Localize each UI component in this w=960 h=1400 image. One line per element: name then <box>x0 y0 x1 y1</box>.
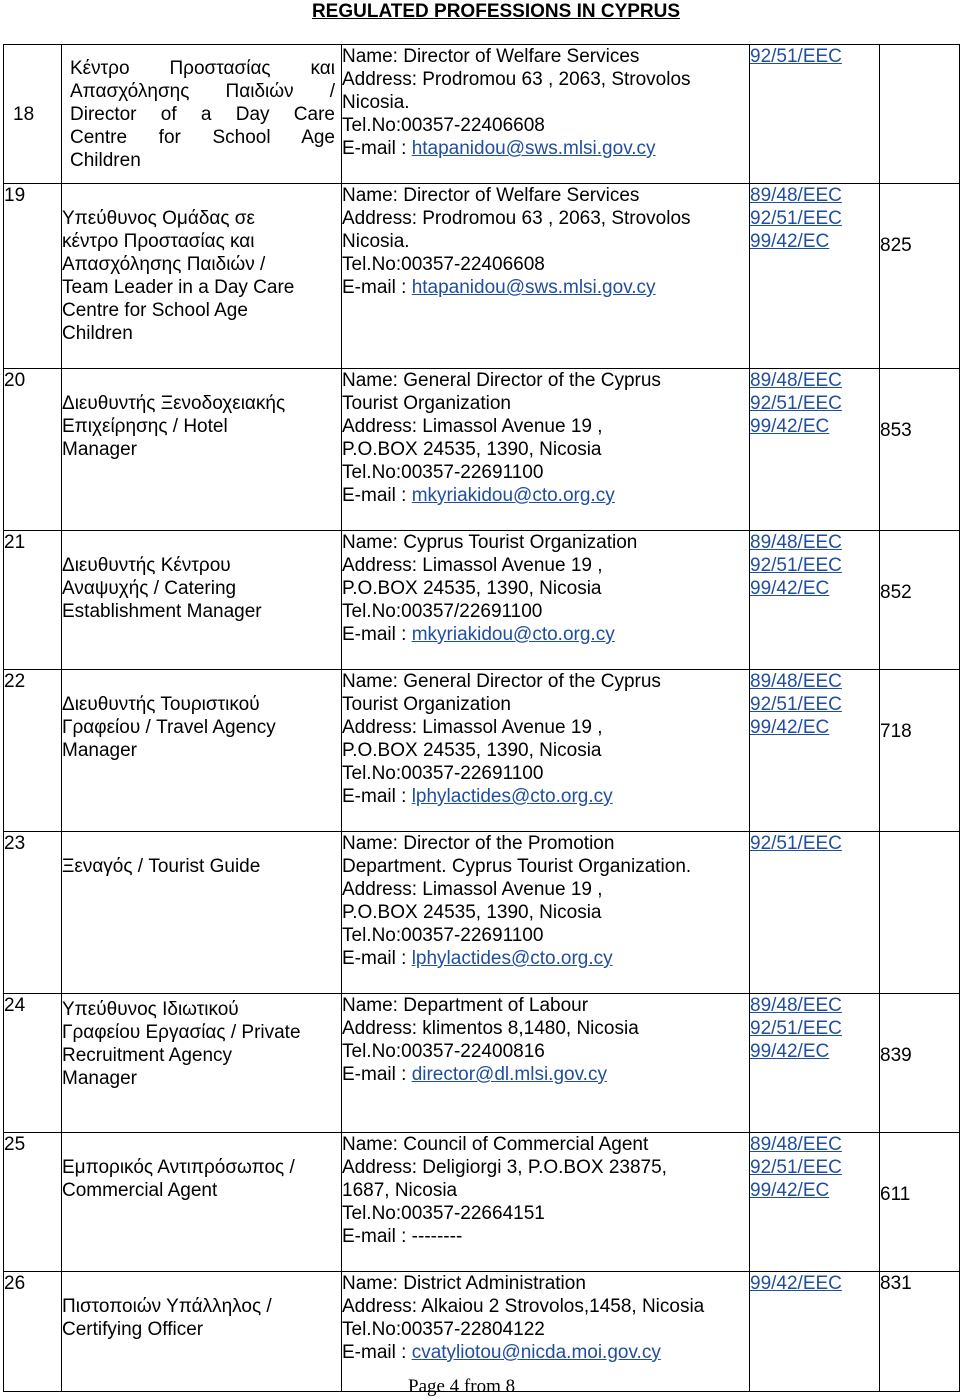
email-line <box>342 947 749 970</box>
contact-line: Nicosia. <box>342 92 410 113</box>
directive-link[interactable]: 99/42/EC <box>750 416 830 437</box>
email-label: E-mail : <box>342 1342 412 1363</box>
email-link[interactable]: htapanidou@sws.mlsi.gov.cy <box>411 138 656 159</box>
contact-line: Tel.No:00357-22691100 <box>342 462 544 483</box>
contact-line: Name: Director of Welfare Services <box>342 46 640 67</box>
directives-cell <box>750 1133 880 1272</box>
profession-line: Certifying Officer <box>62 1319 204 1340</box>
contact-line: Tel.No:00357-22400816 <box>342 1041 545 1062</box>
profession-cell <box>62 184 342 369</box>
code-cell: 611 <box>880 1133 960 1272</box>
profession-line: Manager <box>62 740 137 761</box>
page-footer: Page 4 from 8 <box>408 1376 516 1397</box>
contact-cell <box>342 45 750 184</box>
profession-line: Διευθυντής Τουριστικού <box>62 694 260 715</box>
profession-line: κέντρο Προστασίας και <box>62 231 255 252</box>
directive-link[interactable]: 89/48/EEC <box>750 671 842 692</box>
code-cell: 852 <box>880 531 960 670</box>
contact-cell <box>342 531 750 670</box>
contact-line: Address: Alkaiou 2 Strovolos,1458, Nicosia <box>342 1296 705 1317</box>
spacer <box>62 1133 341 1156</box>
directives-cell <box>750 184 880 369</box>
contact-line: P.O.BOX 24535, 1390, Nicosia <box>342 740 602 761</box>
table-row <box>4 1272 960 1392</box>
table-row <box>4 1133 960 1272</box>
row-number: 25 <box>4 1133 62 1272</box>
table-row <box>4 45 960 184</box>
contact-line: Name: General Director of the Cyprus <box>342 671 661 692</box>
directive-link[interactable]: 92/51/EEC <box>750 208 842 229</box>
row-number: 20 <box>4 369 62 531</box>
directives-cell <box>750 670 880 832</box>
contact-line: Tel.No:00357-22691100 <box>342 763 544 784</box>
profession-cell <box>62 45 342 184</box>
table-row <box>4 670 960 832</box>
contact-line: P.O.BOX 24535, 1390, Nicosia <box>342 578 602 599</box>
spacer <box>62 832 341 855</box>
directive-link[interactable]: 92/51/EEC <box>750 393 842 414</box>
profession-line: Director of a Day Care <box>70 103 335 125</box>
directive-link[interactable]: 99/42/EC <box>750 231 830 252</box>
table-row <box>4 531 960 670</box>
directive-link[interactable]: 92/51/EEC <box>750 1157 842 1178</box>
contact-line: Name: Director of Welfare Services <box>342 185 640 206</box>
email-link[interactable]: mkyriakidou@cto.org.cy <box>411 485 615 506</box>
directive-link[interactable]: 89/48/EEC <box>750 995 842 1016</box>
profession-line: Manager <box>62 1068 137 1089</box>
contact-line: P.O.BOX 24535, 1390, Nicosia <box>342 439 602 460</box>
contact-line: Tel.No:00357-22406608 <box>342 254 545 275</box>
email-link[interactable]: cvatyliotou@nicda.moi.gov.cy <box>411 1342 661 1363</box>
table-row <box>4 369 960 531</box>
professions-table <box>3 44 960 1392</box>
profession-cell <box>62 1133 342 1272</box>
directive-link[interactable]: 89/48/EEC <box>750 185 842 206</box>
profession-line: Εμπορικός Αντιπρόσωπος / <box>62 1157 295 1178</box>
row-number: 26 <box>4 1272 62 1392</box>
row-number: 24 <box>4 994 62 1133</box>
directives-cell <box>750 832 880 994</box>
contact-line: Tel.No:00357-22691100 <box>342 925 544 946</box>
contact-cell <box>342 832 750 994</box>
profession-line: Διευθυντής Ξενοδοχειακής <box>62 393 286 414</box>
page-title: REGULATED PROFESSIONS IN CYPRUS <box>311 1 681 22</box>
email-link[interactable]: htapanidou@sws.mlsi.gov.cy <box>411 277 656 298</box>
profession-line: Children <box>70 149 141 171</box>
email-line <box>342 785 749 808</box>
email-line <box>342 137 749 160</box>
profession-line: Υπεύθυνος Ομάδας σε <box>62 208 256 229</box>
directive-link[interactable]: 92/51/EEC <box>750 555 842 576</box>
email-label: E-mail : <box>342 786 412 807</box>
profession-line: Commercial Agent <box>62 1180 218 1201</box>
email-label: E-mail : <box>342 1064 412 1085</box>
contact-line: Name: Department of Labour <box>342 995 589 1016</box>
profession-line: Υπεύθυνος Ιδιωτικού <box>62 999 239 1020</box>
directive-link[interactable]: 89/48/EEC <box>750 370 842 391</box>
contact-line: Nicosia. <box>342 231 410 252</box>
directive-link[interactable]: 89/48/EEC <box>750 1134 842 1155</box>
contact-cell <box>342 1272 750 1392</box>
spacer <box>62 1272 341 1295</box>
email-label: E-mail : <box>342 624 412 645</box>
row-number: 18 <box>4 45 62 184</box>
profession-line: Establishment Manager <box>62 601 262 622</box>
code-cell <box>880 45 960 184</box>
directive-link[interactable]: 92/51/EEC <box>750 1018 842 1039</box>
profession-line: Γραφείου Εργασίας / Private <box>62 1022 301 1043</box>
directives-cell <box>750 1272 880 1392</box>
profession-line: Πιστοποιών Υπάλληλος / <box>62 1296 272 1317</box>
profession-line: Επιχείρησης / Hotel <box>62 416 228 437</box>
contact-line: Name: Council of Commercial Agent <box>342 1134 649 1155</box>
contact-line: P.O.BOX 24535, 1390, Nicosia <box>342 902 602 923</box>
contact-line: Name: District Administration <box>342 1273 586 1294</box>
profession-line: Γραφείου / Travel Agency <box>62 717 276 738</box>
table-row <box>4 832 960 994</box>
profession-line: Centre for School Age <box>62 300 248 321</box>
code-cell: 825 <box>880 184 960 369</box>
contact-line: Address: Limassol Avenue 19 , <box>342 416 603 437</box>
contact-line: Address: Prodromou 63 , 2063, Strovolos <box>342 69 691 90</box>
email-line <box>342 484 749 507</box>
contact-line: Name: Director of the Promotion <box>342 833 615 854</box>
row-number: 22 <box>4 670 62 832</box>
spacer <box>62 670 341 693</box>
code-cell: 831 <box>880 1272 960 1392</box>
code-cell: 839 <box>880 994 960 1133</box>
directives-cell <box>750 531 880 670</box>
directive-link[interactable]: 89/48/EEC <box>750 532 842 553</box>
contact-line: Department. Cyprus Tourist Organization. <box>342 856 692 877</box>
email-link[interactable]: mkyriakidou@cto.org.cy <box>411 624 615 645</box>
contact-line: Address: klimentos 8,1480, Nicosia <box>342 1018 639 1039</box>
contact-line: Tel.No:00357/22691100 <box>342 601 543 622</box>
profession-line: Manager <box>62 439 137 460</box>
directive-link[interactable]: 92/51/EEC <box>750 694 842 715</box>
contact-cell <box>342 184 750 369</box>
email-line <box>342 276 749 299</box>
email-link[interactable]: lphylactides@cto.org.cy <box>411 948 613 969</box>
contact-line: Tourist Organization <box>342 393 511 414</box>
contact-line: Name: General Director of the Cyprus <box>342 370 661 391</box>
profession-line: Αναψυχής / Catering <box>62 578 237 599</box>
row-number: 19 <box>4 184 62 369</box>
contact-line: Address: Limassol Avenue 19 , <box>342 717 603 738</box>
contact-line: Address: Deligiorgi 3, P.O.BOX 23875, <box>342 1157 667 1178</box>
email-line <box>342 1341 749 1364</box>
profession-cell <box>62 369 342 531</box>
profession-cell <box>62 832 342 994</box>
contact-line: Name: Cyprus Tourist Organization <box>342 532 638 553</box>
email-label: E-mail : <box>342 138 412 159</box>
contact-line: Address: Limassol Avenue 19 , <box>342 555 603 576</box>
profession-line: Recruitment Agency <box>62 1045 233 1066</box>
email-label: E-mail : <box>342 277 412 298</box>
contact-line: Address: Limassol Avenue 19 , <box>342 879 603 900</box>
contact-cell <box>342 1133 750 1272</box>
email-link[interactable]: director@dl.mlsi.gov.cy <box>411 1064 607 1085</box>
row-number: 21 <box>4 531 62 670</box>
code-cell: 853 <box>880 369 960 531</box>
contact-cell <box>342 994 750 1133</box>
directives-cell <box>750 369 880 531</box>
profession-cell <box>62 531 342 670</box>
contact-line: Tel.No:00357-22664151 <box>342 1203 545 1224</box>
contact-cell <box>342 670 750 832</box>
profession-line: Απασχόλησης Παιδιών / <box>70 80 335 102</box>
spacer <box>62 369 341 392</box>
row-number: 23 <box>4 832 62 994</box>
contact-line: Tel.No:00357-22804122 <box>342 1319 545 1340</box>
profession-line: Διευθυντής Κέντρου <box>62 555 231 576</box>
spacer <box>62 184 341 207</box>
profession-line: Team Leader in a Day Care <box>62 277 295 298</box>
contact-line: E-mail : -------- <box>342 1226 463 1247</box>
profession-line: Centre for School Age <box>70 126 335 148</box>
code-cell <box>880 832 960 994</box>
email-label: E-mail : <box>342 485 412 506</box>
contact-line: 1687, Nicosia <box>342 1180 458 1201</box>
code-cell: 718 <box>880 670 960 832</box>
profession-line: Κέντρο Προστασίας και <box>70 57 335 79</box>
table-row <box>4 994 960 1133</box>
directives-cell <box>750 45 880 184</box>
profession-line: Απασχόλησης Παιδιών / <box>62 254 266 275</box>
email-line <box>342 623 749 646</box>
spacer <box>62 531 341 554</box>
directive-link[interactable]: 99/42/EC <box>750 1180 830 1201</box>
directive-link[interactable]: 99/42/EC <box>750 1041 830 1062</box>
profession-cell <box>62 994 342 1133</box>
email-link[interactable]: lphylactides@cto.org.cy <box>411 786 613 807</box>
directives-cell <box>750 994 880 1133</box>
contact-line: Tourist Organization <box>342 694 511 715</box>
directive-link[interactable]: 92/51/EEC <box>750 46 842 67</box>
table-row <box>4 184 960 369</box>
email-label: E-mail : <box>342 948 412 969</box>
directive-link[interactable]: 92/51/EEC <box>750 833 842 854</box>
profession-line: Ξεναγός / Tourist Guide <box>62 856 261 877</box>
contact-cell <box>342 369 750 531</box>
profession-line: Children <box>62 323 133 344</box>
profession-cell <box>62 670 342 832</box>
directive-link[interactable]: 99/42/EC <box>750 578 830 599</box>
contact-line: Address: Prodromou 63 , 2063, Strovolos <box>342 208 691 229</box>
directive-link[interactable]: 99/42/EC <box>750 717 830 738</box>
directive-link[interactable]: 99/42/EEC <box>750 1273 842 1294</box>
contact-line: Tel.No:00357-22406608 <box>342 115 545 136</box>
profession-cell <box>62 1272 342 1392</box>
email-line <box>342 1063 749 1086</box>
